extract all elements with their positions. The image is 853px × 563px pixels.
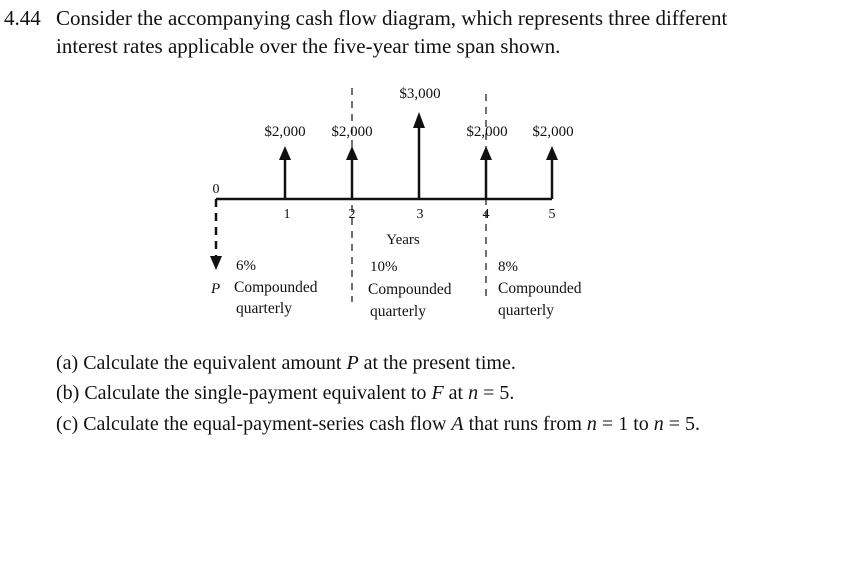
question-c-text-mid2: = 1 to bbox=[596, 413, 654, 435]
cash-label-year-4: $2,000 bbox=[466, 124, 508, 140]
question-c-text-end: = 5. bbox=[663, 413, 701, 435]
cash-arrowhead-year-4 bbox=[480, 146, 492, 160]
question-a bbox=[56, 352, 516, 375]
rate-segment-2-compounded: Compounded bbox=[368, 281, 452, 298]
question-a-variable: P bbox=[346, 352, 359, 374]
period-label-3: 3 bbox=[416, 207, 424, 222]
rate-segment-3-rate: 8% bbox=[498, 259, 518, 275]
cash-arrowhead-year-2 bbox=[346, 146, 358, 160]
rate-segment-1-quarterly: quarterly bbox=[236, 300, 292, 317]
cash-label-year-5: $2,000 bbox=[532, 124, 574, 140]
period-label-2: 2 bbox=[348, 207, 356, 222]
period-label-1: 1 bbox=[283, 207, 291, 222]
rate-segment-3-quarterly: quarterly bbox=[498, 302, 554, 319]
rate-segment-2-quarterly: quarterly bbox=[370, 303, 426, 320]
cash-arrowhead-year-5 bbox=[546, 146, 558, 160]
problem-number: 4.44 bbox=[4, 6, 41, 30]
period-label-5: 5 bbox=[548, 207, 556, 222]
question-a-text-end: at the present time. bbox=[358, 352, 516, 374]
rate-segment-2-rate: 10% bbox=[370, 259, 398, 275]
question-c-variable-n1: n bbox=[586, 413, 597, 435]
rate-segment-1-compounded: Compounded bbox=[234, 279, 318, 296]
cash-arrowhead-year-3 bbox=[413, 112, 425, 128]
question-b-text-mid: at bbox=[443, 382, 469, 404]
problem-statement-line-2: interest rates applicable over the five-year time span shown. bbox=[56, 34, 561, 58]
question-a-text: (a) Calculate the equivalent amount bbox=[56, 352, 347, 374]
question-c-variable-n2: n bbox=[653, 413, 664, 435]
question-b-variable: F bbox=[431, 382, 444, 404]
question-c-variable: A bbox=[451, 413, 464, 435]
present-value-label: P bbox=[211, 281, 221, 297]
cash-label-year-3: $3,000 bbox=[399, 86, 441, 102]
question-b-text-end: = 5. bbox=[478, 382, 515, 404]
present-value-arrowhead bbox=[210, 256, 222, 270]
period-label-0: 0 bbox=[212, 182, 220, 197]
question-b-variable-n: n bbox=[468, 382, 479, 404]
period-label-4: 4 bbox=[482, 207, 490, 222]
rate-segment-1-rate: 6% bbox=[236, 258, 256, 274]
rate-segment-3-compounded: Compounded bbox=[498, 280, 582, 297]
cash-label-year-1: $2,000 bbox=[264, 124, 306, 140]
cash-label-year-2: $2,000 bbox=[331, 124, 373, 140]
question-c-text-mid: that runs from bbox=[463, 413, 587, 435]
cash-arrowhead-year-1 bbox=[279, 146, 291, 160]
question-c bbox=[56, 413, 700, 436]
axis-label-years: Years bbox=[386, 232, 420, 248]
question-b bbox=[56, 382, 514, 405]
problem-statement-line-1: Consider the accompanying cash flow diagram, which represents three different bbox=[56, 6, 728, 30]
question-c-text: (c) Calculate the equal-payment-series cash flow bbox=[56, 413, 452, 435]
question-b-text: (b) Calculate the single-payment equivalent to bbox=[56, 382, 432, 404]
